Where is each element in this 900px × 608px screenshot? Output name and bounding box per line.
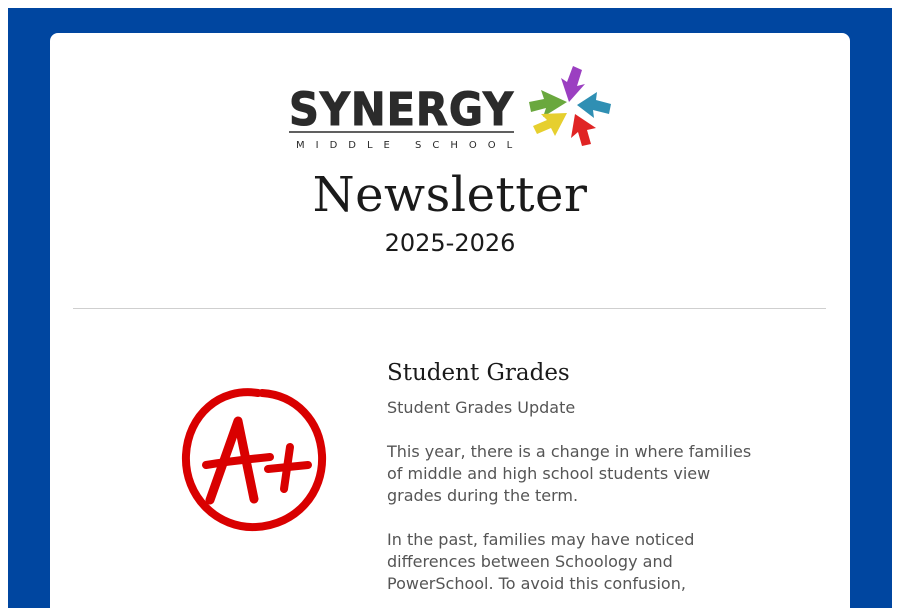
logo-subtitle: MIDDLE SCHOOL (296, 140, 524, 151)
article-paragraph-2: In the past, families may have noticed differences between Schoology and PowerSchool. To avoid this confusion, (387, 530, 695, 593)
article-subheading: Student Grades Update (387, 398, 576, 417)
page-frame (8, 8, 892, 608)
newsletter-card (50, 33, 850, 608)
arrows-burst-icon (529, 66, 611, 146)
section-divider (73, 308, 826, 309)
article-paragraph-1: This year, there is a change in where families of middle and high school students view grades during the term. (387, 442, 752, 505)
newsletter-title: Newsletter (312, 167, 588, 223)
article-body (387, 397, 767, 608)
synergy-school-logo (286, 60, 616, 158)
article-heading: Student Grades (387, 360, 570, 386)
school-year: 2025-2026 (384, 229, 516, 257)
grade-a-plus-icon (180, 385, 328, 533)
logo-wordmark: SYNERGY (289, 83, 515, 136)
